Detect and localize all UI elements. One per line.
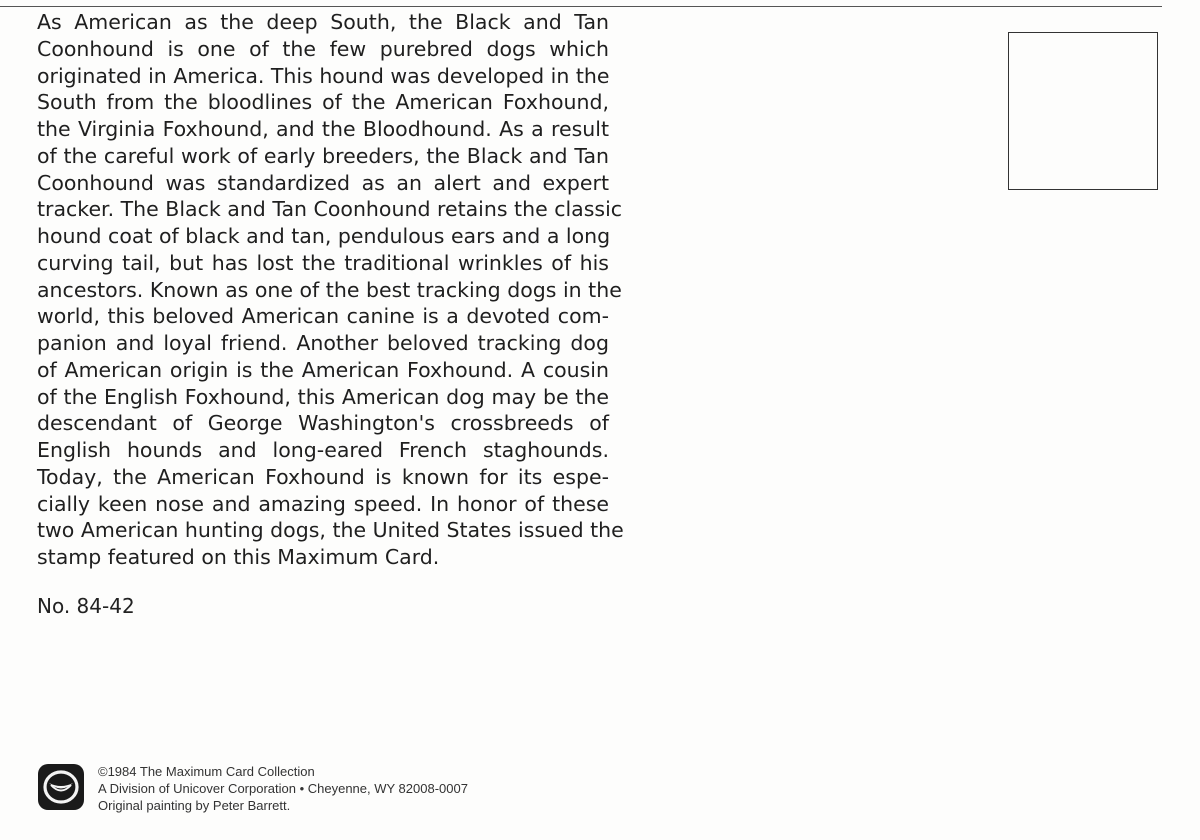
description-line: the Virginia Foxhound, and the Bloodhound. As a result (37, 117, 609, 141)
stamp-box (1008, 32, 1158, 190)
description-line: Today, the American Foxhound is known for its espe- (37, 464, 609, 489)
description-line: originated in America. This hound was developed in the (37, 63, 610, 88)
description-line: panion and loyal friend. Another beloved tracking dog (37, 331, 609, 355)
credits (98, 763, 468, 814)
description-line: tracker. The Black and Tan Coonhound retains the classic (37, 197, 623, 222)
description-line: descendant of George Washington's crossbreeds of (37, 411, 609, 436)
description-line: world, this beloved American canine is a devoted com- (37, 304, 609, 329)
description-line: of the English Foxhound, this American dog may be the (37, 384, 609, 409)
description-line: two American hunting dogs, the United States issued the (37, 518, 624, 543)
description-line: Coonhound was standardized as an alert and expert (37, 170, 609, 195)
description-line: hound coat of black and tan, pendulous ears and a long (37, 224, 611, 248)
description-text (37, 9, 624, 571)
description-line: English hounds and long-eared French staghounds. (37, 438, 609, 462)
description-line: curving tail, but has lost the traditional wrinkles of his (37, 250, 609, 275)
painting-credit-line: Original painting by Peter Barrett. (98, 798, 291, 813)
division-line: A Division of Unicover Corporation • Cheyenne, WY 82008-0007 (98, 781, 468, 796)
unicover-logo-icon (37, 763, 85, 811)
copyright-line: ©1984 The Maximum Card Collection (98, 764, 315, 779)
description-line: of the careful work of early breeders, the Black and Tan (37, 143, 609, 168)
description-line: of American origin is the American Foxhound. A cousin (37, 357, 609, 382)
description-line: Coonhound is one of the few purebred dogs which (37, 36, 609, 61)
description-line: cially keen nose and amazing speed. In honor of these (37, 491, 609, 516)
description-line: stamp featured on this Maximum Card. (37, 545, 440, 569)
card-number: No. 84-42 (37, 594, 135, 618)
description-line: ancestors. Known as one of the best tracking dogs in the (37, 277, 622, 302)
description-line: As American as the deep South, the Black and Tan (37, 10, 609, 34)
top-rule (0, 6, 1162, 7)
description-line: South from the bloodlines of the American Foxhound, (37, 90, 609, 115)
